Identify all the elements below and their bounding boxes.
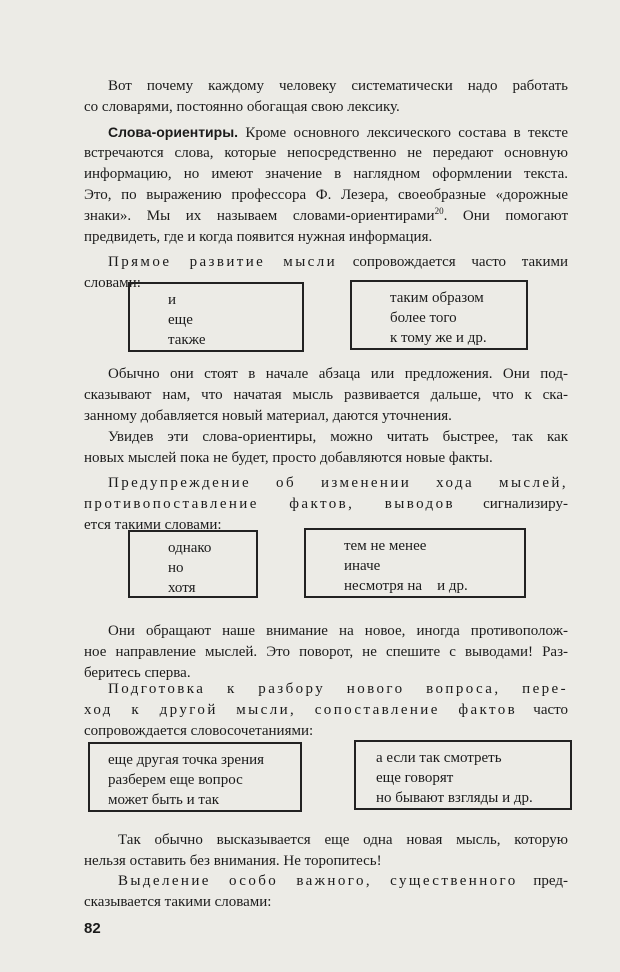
- box-word: но: [168, 560, 184, 576]
- paragraph-line: сказывается такими словами:: [84, 894, 272, 910]
- box-word: еще: [168, 312, 193, 328]
- paragraph-line: нельзя оставить без внимания. Не торопитесь!: [84, 853, 382, 869]
- box-word: более того: [390, 310, 457, 326]
- paragraph-line: новых мыслей пока не будет, просто добавляются новые факты.: [84, 450, 493, 466]
- paragraph-line: занному добавляется новый материал, даются уточнения.: [84, 408, 452, 424]
- box-word: также: [168, 332, 206, 348]
- paragraph-text: сопровождается часто такими: [337, 254, 568, 270]
- paragraph-text: . Они помогают: [443, 208, 568, 224]
- box-word: иначе: [344, 558, 381, 574]
- box-word: разберем еще вопрос: [108, 772, 243, 788]
- paragraph-line: Обычно они стоят в начале абзаца или предложения. Они под-: [108, 366, 568, 382]
- paragraph-line: информацию, но имеют значение в наглядном оформлении текста.: [84, 166, 568, 182]
- paragraph-text: Кроме основного лексического состава в тексте: [238, 125, 568, 141]
- box-word: еще говорят: [376, 770, 454, 786]
- word-box-right-2: [304, 528, 526, 598]
- paragraph-line: Подготовка к разбору нового вопроса, пере-: [108, 681, 568, 697]
- word-box-right-1: [350, 280, 528, 350]
- box-word: тем не менее: [344, 538, 427, 554]
- box-word: однако: [168, 540, 212, 556]
- paragraph-line: встречаются слова, которые непосредственно не передают основную: [84, 145, 568, 161]
- paragraph-line: Вот почему каждому человеку систематически надо работать: [108, 78, 568, 94]
- word-box-left-2: [128, 530, 258, 598]
- word-box-left-3: [88, 742, 302, 812]
- paragraph-text: сигнализиру-: [454, 496, 568, 512]
- paragraph-line: со словарями, постоянно обогащая свою лексику.: [84, 99, 400, 115]
- paragraph-line: Они обращают наше внимание на новое, иногда противополож-: [108, 623, 568, 639]
- paragraph-line: ное направление мыслей. Это поворот, не спешите с выводами! Раз-: [84, 644, 568, 660]
- spaced-text: Выделение особо важного, существенного: [118, 873, 518, 889]
- page-number: 82: [84, 920, 101, 937]
- box-word: может быть и так: [108, 792, 220, 808]
- paragraph-text: часто: [517, 702, 569, 718]
- spaced-text: Прямое развитие мысли: [108, 254, 338, 270]
- box-word: еще другая точка зрения: [108, 752, 265, 768]
- spaced-text: ход к другой мысли, сопоставление фактов: [84, 702, 518, 718]
- paragraph-line: [84, 206, 568, 226]
- paragraph-line: Так обычно высказывается еще одна новая мысль, которую: [118, 832, 568, 848]
- paragraph-text: пред-: [517, 873, 568, 889]
- box-word: к тому же и др.: [390, 330, 487, 346]
- paragraph-line: [108, 122, 568, 143]
- paragraph-line: беритесь сперва.: [84, 665, 191, 681]
- box-word: несмотря на и др.: [344, 578, 468, 594]
- paragraph-line: [118, 871, 568, 891]
- footnote-ref: 20: [434, 206, 444, 216]
- paragraph-line: Увидев эти слова-ориентиры, можно читать быстрее, так как: [108, 429, 568, 445]
- box-word: таким образом: [390, 290, 484, 306]
- paragraph-line: ется такими словами:: [84, 517, 222, 533]
- paragraph-line: предвидеть, где и когда появится нужная информация.: [84, 229, 433, 245]
- paragraph-line: [84, 494, 568, 514]
- word-box-left-1: [128, 282, 304, 352]
- paragraph-line: Предупреждение об изменении хода мыслей,: [108, 475, 568, 491]
- box-word: но бывают взгляды и др.: [376, 790, 533, 806]
- paragraph-line: сопровождается словосочетаниями:: [84, 723, 314, 739]
- spaced-text: противопоставление фактов, выводов: [84, 496, 455, 512]
- paragraph-text: знаки». Мы их называем словами-ориентирами: [84, 208, 435, 224]
- paragraph-line: [108, 252, 568, 272]
- box-word: хотя: [168, 580, 196, 596]
- section-heading: Слова-ориентиры.: [108, 124, 239, 140]
- paragraph-line: [84, 700, 568, 720]
- word-box-right-3: [354, 740, 572, 810]
- paragraph-line: Это, по выражению профессора Ф. Лезера, своеобразные «дорожные: [84, 187, 568, 203]
- paragraph-line: словами:: [84, 275, 141, 291]
- box-word: а если так смотреть: [376, 750, 502, 766]
- box-word: и: [168, 292, 177, 308]
- paragraph-line: сказывают нам, что начатая мысль развивается дальше, что к ска-: [84, 387, 568, 403]
